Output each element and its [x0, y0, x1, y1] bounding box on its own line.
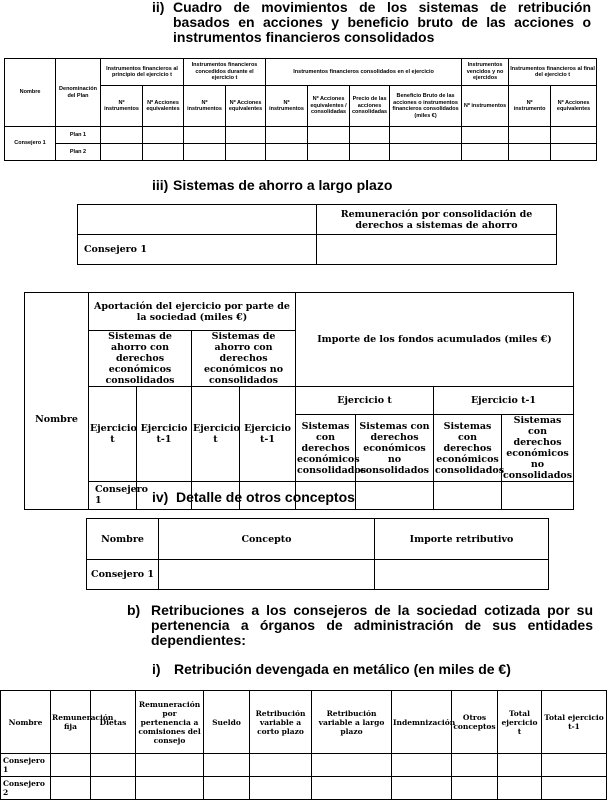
- group-aportacion: Aportación del ejercicio por parte de la sociedad (miles €): [89, 293, 296, 331]
- col-ejercicio-t1: Ejercicio t-1: [137, 387, 192, 482]
- group-concedidos: Instrumentos financieros concedidos durante el ejercicio t: [184, 59, 266, 86]
- sub-sistemas-sin: Sistemas con derechos económicos no consolidados: [503, 415, 573, 481]
- sub-header: Beneficio Bruto de las acciones o instrumentos financieros consolidados (miles €): [390, 86, 462, 127]
- section-ii-heading: [152, 0, 592, 46]
- col-denominacion: Denominación del Plan: [56, 59, 101, 127]
- sub-header: Precio de las acciones consolidadas: [350, 86, 390, 127]
- plan-label: Plan 1: [56, 127, 101, 144]
- section-b-i-heading: [152, 662, 572, 678]
- col-total-t1: Total ejercicio t-1: [542, 691, 607, 754]
- col-ejercicio-t: Ejercicio t: [89, 387, 137, 482]
- section-b-i-number: i): [152, 661, 161, 677]
- other-concepts-table: [86, 518, 549, 590]
- col-remuneracion-consolidacion: Remuneración por consolidación de derechos a sistemas de ahorro: [317, 205, 557, 235]
- section-iv-number: iv): [152, 489, 169, 505]
- section-b-i-title: Retribución devengada en metálico (en miles de €): [174, 661, 511, 677]
- sub-con-derechos: Sistemas de ahorro con derechos económicos consolidados: [89, 331, 192, 387]
- col-nombre: Nombre: [5, 59, 56, 127]
- group-consolidados: Instrumentos financieros consolidados en el ejercicio: [266, 59, 462, 86]
- sub-sistemas-sin: Sistemas con derechos económicos no consolidados: [356, 415, 434, 482]
- sub-sistemas-con: Sistemas con derechos económicos consolidados: [296, 415, 356, 482]
- sub-header: Nº instrumentos: [462, 86, 509, 127]
- savings-funds-table: [24, 292, 574, 510]
- col-comisiones: Remuneración por pertenencia a comisiones del consejo: [136, 691, 204, 754]
- col-total-t: Total ejercicio t: [498, 691, 542, 754]
- col-otros: Otros conceptos: [452, 691, 498, 754]
- row-label: Consejero 1: [89, 482, 137, 510]
- row-label: Consejero 1: [1, 754, 51, 777]
- col-variable-largo: Retribución variable a largo plazo: [312, 691, 392, 754]
- section-iv-heading: [152, 490, 552, 506]
- share-plan-movements-table: [4, 58, 597, 161]
- sub-sin-derechos: Sistemas de ahorro con derechos económicos no consolidados: [192, 331, 296, 387]
- sub-header: Nº instrumentos: [184, 86, 226, 127]
- group-importe-fondos: Importe de los fondos acumulados (miles €): [296, 293, 574, 387]
- sub-header: Nº instrumentos: [266, 86, 308, 127]
- section-ii-number: ii): [152, 0, 165, 15]
- col-ejercicio-t: Ejercicio t: [192, 387, 240, 482]
- section-iv-title: Detalle de otros conceptos: [176, 489, 355, 505]
- section-iii-number: iii): [152, 177, 169, 193]
- sub-header: Nº Acciones equivalentes / consolidadas: [308, 86, 350, 127]
- sub-header: Nº instrumento: [509, 86, 551, 127]
- col-importe: Importe retributivo: [375, 519, 549, 560]
- sub-header: Nº Acciones equivalentes: [551, 86, 597, 127]
- group-ejercicio-t: Ejercicio t: [296, 387, 434, 415]
- col-concepto: Concepto: [159, 519, 375, 560]
- section-b-number: b): [127, 602, 141, 618]
- section-b-heading: [127, 603, 593, 649]
- row-label: Consejero 2: [1, 777, 51, 800]
- group-inicio: Instrumentos financieros al principio del ejercicio t: [101, 59, 184, 86]
- group-final: Instrumentos financieros al final del ejercicio t: [509, 59, 597, 86]
- col-indemnizacion: Indemnización: [392, 691, 452, 754]
- plan-label: Plan 2: [56, 144, 101, 161]
- col-nombre: Nombre: [25, 331, 89, 510]
- row-label: Consejero 1: [87, 560, 159, 590]
- savings-consolidation-table: [77, 204, 557, 265]
- col-nombre: Nombre: [1, 691, 51, 754]
- col-ejercicio-t1: Ejercicio t-1: [240, 387, 296, 482]
- row-label: Consejero 1: [78, 235, 317, 265]
- cash-remuneration-table: [0, 690, 607, 800]
- sub-header: Nº Acciones equivalentes: [143, 86, 184, 127]
- col-variable-corto: Retribución variable a corto plazo: [250, 691, 312, 754]
- col-sueldo: Sueldo: [204, 691, 250, 754]
- group-vencidos: Instrumentos vencidos y no ejercidos: [462, 59, 509, 86]
- sub-sistemas-con: Sistemas con derechos económicos consolidados: [434, 415, 502, 482]
- section-iii-heading: [152, 178, 552, 194]
- section-ii-title: Cuadro de movimientos de los sistemas de retribución basados en acciones y beneficio bruto de las acciones o instrumentos financieros consolidados: [173, 0, 591, 45]
- sub-header: Nº Acciones equivalentes: [226, 86, 266, 127]
- section-b-title: Retribuciones a los consejeros de la sociedad cotizada por su pertenencia a órganos de administración de sus entidades dependientes:: [151, 602, 593, 648]
- group-ejercicio-t1: Ejercicio t-1: [434, 387, 574, 415]
- section-iii-title: Sistemas de ahorro a largo plazo: [173, 177, 393, 193]
- sub-header: Nº instrumentos: [101, 86, 143, 127]
- col-nombre: Nombre: [87, 519, 159, 560]
- row-label: Consejero 1: [5, 127, 56, 161]
- col-remuneracion-fija: Remuneración fija: [51, 691, 91, 754]
- col-dietas: Dietas: [91, 691, 136, 754]
